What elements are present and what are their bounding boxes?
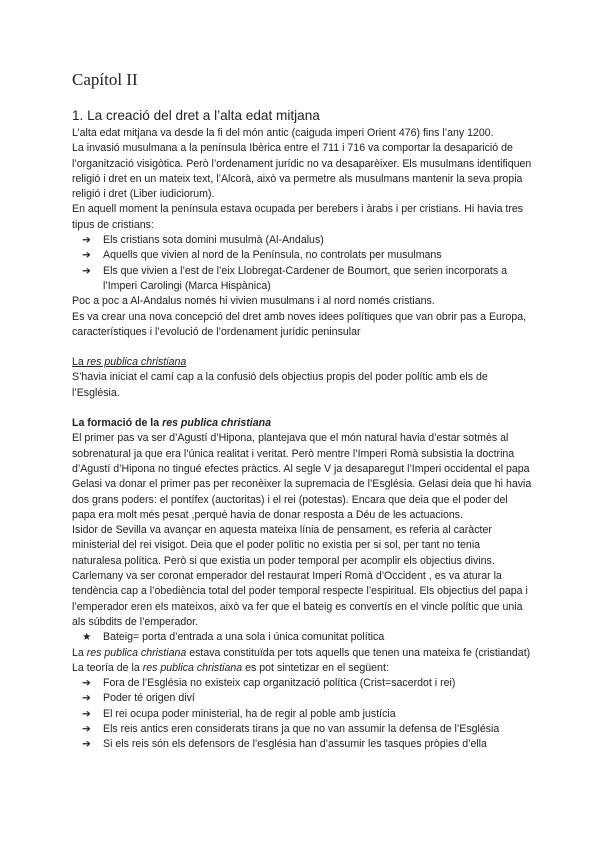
arrow-icon: ➔ [82,707,91,720]
arrow-icon: ➔ [82,234,91,247]
christian-types-list [72,233,532,294]
list-item [80,248,532,263]
list-item-text: El rei ocupa poder ministerial, ha de regir al poble amb justícia [103,707,396,720]
arrow-icon: ➔ [82,692,91,705]
section-3-title-italic: res publica christiana [162,417,272,430]
list-item-text: Fora de l’Església no existeix cap organització política (Crist=sacerdot i rei) [103,677,456,690]
italic-term: res publica christiana [142,661,243,674]
section-2-title [72,355,532,370]
section-1-paragraph-1: L’alta edat mitjana va desde la fi del món antic (caiguda imperi Orient 476) fins l’any 1200. [72,127,494,139]
list-item [80,676,532,691]
section-1-paragraph-2: La invasió musulmana a la península Ibèrica entre el 711 i 716 va comportar la desaparició de l’organització visigòtica. Però l’ordenament jurídic no va desaparèixer. Els musulmans identifiquen religió i dret en un mateix text, l’Alcorà, això va permetre als musulmans mantenir la seva propia religió i dret (Liber iudiciorum). [72,142,532,201]
section-3-title [72,416,532,431]
list-item-text: Poder té origen diví [103,692,195,705]
list-item [80,707,532,722]
section-3-title-prefix: La formació de la [72,417,163,430]
list-item-text: Els cristians sota domini musulmà (Al-Andalus) [103,234,324,247]
list-item [80,691,532,706]
document-page [72,70,532,753]
text-span: estava constituïda per tots aquells que tenen una mateixa fe (cristiandat) [186,646,531,659]
chapter-title: Capítol II [72,70,138,89]
arrow-icon: ➔ [82,249,91,262]
section-2-paragraph-1: S’havia iniciat el camí cap a la confusió dels objectius propis del poder polític amb els de l’Església. [72,371,488,399]
arrow-icon: ➔ [82,722,91,735]
text-span: La [72,646,87,659]
italic-term: res publica christiana [86,646,187,659]
list-item [80,264,532,295]
arrow-icon: ➔ [82,264,91,277]
section-3-paragraph-2: Isidor de Sevilla va avançar en aquesta mateixa línia de pensament, es referia al caràcter ministerial del rei visigot. Deia que el poder polític no existia per si sol, per tant no tenia naturalesa política. Però si que existia un poder temporal per acomplir els objectius divins. Carlemany va ser coronat emperador del restaurat Imperi Romà d’Occident , es va aturar la tendència cap a l’obediència total del poder temporal respecte l’espiritual. Els objectius del papa i l’emperador eren els mateixos, això va fer que el bateig es convertís en el vincle polític que unia als súbdits de l’emperador. [72,524,528,628]
baptism-list [72,630,532,645]
arrow-icon: ➔ [82,738,91,751]
section-3-paragraph-4 [72,661,532,676]
list-item [80,233,532,248]
section-1-paragraph-5: Es va crear una nova concepció del dret amb noves idees polítiques que van obrir pas a Europa, característiques i l’evolució de l’ordenament jurídic peninsular [72,310,527,338]
list-item [80,722,532,737]
text-span: es pot sintetizar en el següent: [242,661,389,674]
text-span: La teoría de la [72,661,143,674]
section-1-paragraph-3: En aquell moment la península estava ocupada per berebers i àrabs i per cristians. Hi havia tres tipus de cristians: [72,203,524,231]
section-2-title-italic: res publica christiana [86,356,187,369]
list-item-text: Si els reis són els defensors de l’església han d’assumir les tasques pròpies d’ella [103,738,487,751]
theory-summary-list [72,676,532,752]
section-3-paragraph-3 [72,646,532,661]
star-icon: ★ [82,631,92,644]
list-item-text: Aquells que vivien al nord de la Península, no controlats per musulmans [103,249,442,262]
section-2-title-prefix: La [72,356,87,369]
section-1-paragraph-4: Poc a poc a Al-Andalus només hi vivien musulmans i al nord només cristians. [72,295,435,308]
section-1-title: 1. La creació del dret a l’alta edat mitjana [72,108,320,123]
list-item-text: Els que vivien a l’est de l’eix Llobregat-Cardener de Boumort, que serien incorporats a l’Imperi Carolingi (Marca Hispànica) [103,264,507,292]
list-item [80,737,532,752]
list-item-text: Els reis antics eren considerats tirans ja que no van assumir la defensa de l’Església [103,722,500,735]
list-item [80,630,532,645]
list-item-text: Bateig= porta d’entrada a una sola i única comunitat política [103,631,385,644]
section-3-paragraph-1: El primer pas va ser d’Agustí d’Hipona, plantejava que el món natural havia d’estar sotmès al sobrenatural ja que era l’única realitat i veritat. Però mentre l’Imperi Romà subsistia la doctrina d’Agustí d’Hipona no tingué efectes pràctics. Al segle V ja desaparegut l’Imperi occidental el papa Gelasi va donar el primer pas per reconèixer la supremacia de l’Església. Gelasi deia que hi havia dos grans poders: el pontífex (auctoritas) i el rei (potestas). Encara que deia que el poder del papa era molt més pesat ,perquè havia de donar resposta a Déu de les actuacions. [72,432,532,521]
arrow-icon: ➔ [82,677,91,690]
